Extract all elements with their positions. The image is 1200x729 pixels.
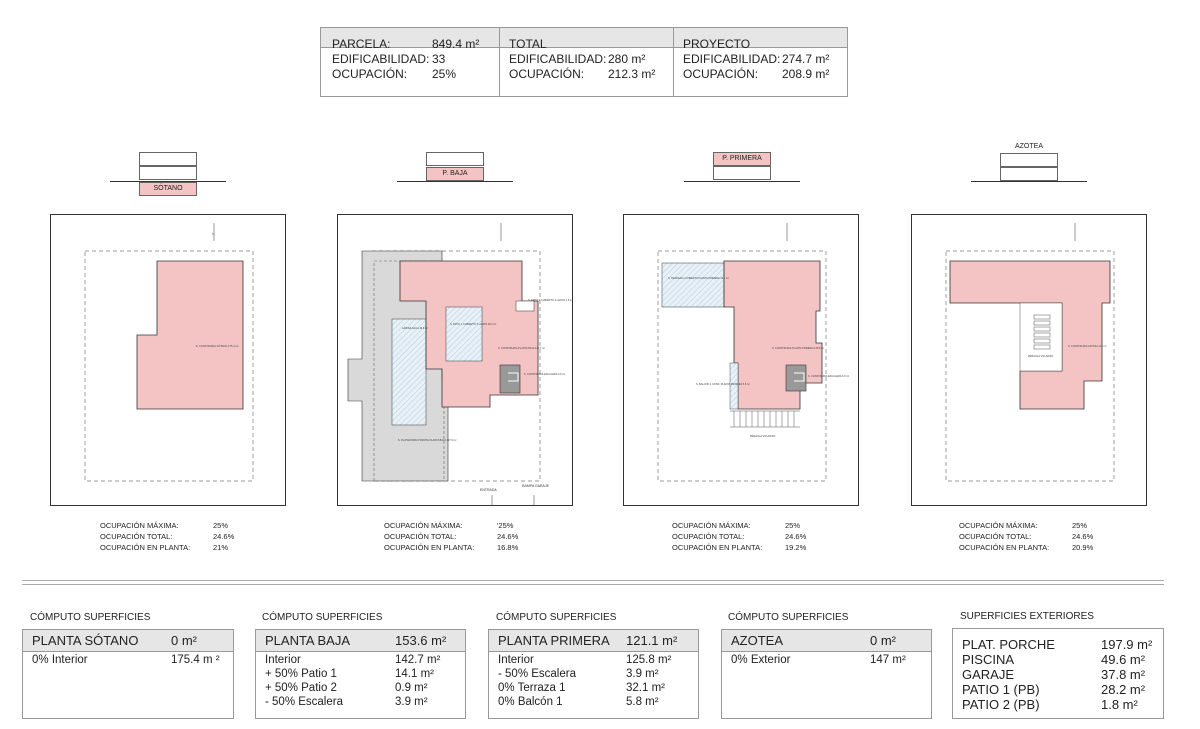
stat-planta-label: OCUPACIÓN EN PLANTA: bbox=[384, 543, 475, 552]
stat-planta-value: 20.9% bbox=[1072, 543, 1094, 552]
computo-row-value: 142.7 m² bbox=[395, 654, 441, 666]
section-divider bbox=[22, 580, 1164, 585]
ground-line bbox=[684, 181, 800, 182]
summary-table bbox=[320, 27, 848, 97]
stat-total-value: 24.6% bbox=[213, 532, 235, 541]
primera-terrace bbox=[662, 263, 724, 307]
computo-row-value: 5.8 m² bbox=[626, 696, 659, 708]
stat-max-value: 25% bbox=[213, 521, 229, 530]
baja-area-label: S. CONSTRUIDA PLANTA BAJA 142.7 m² bbox=[498, 347, 545, 350]
ocupacion-value: 25% bbox=[432, 67, 457, 81]
level-marker-baja bbox=[397, 152, 513, 200]
stat-max-value: 25% bbox=[1072, 521, 1088, 530]
exterior-row-label: GARAJE bbox=[962, 667, 1015, 682]
marker-box-upper bbox=[1000, 153, 1058, 167]
total-title: TOTAL bbox=[509, 37, 547, 51]
svg-text:N: N bbox=[212, 232, 215, 236]
baja-stair-label: S. CONSTRUIDA ESCALERA 3.9 m² bbox=[524, 373, 566, 376]
rampa-label: RAMPA GARAJE bbox=[522, 484, 549, 488]
computo-row-value: 14.1 m² bbox=[395, 668, 434, 680]
primera-balcony bbox=[730, 363, 738, 409]
exterior-row-value: 37.8 m² bbox=[1101, 667, 1146, 682]
plan-primera bbox=[623, 214, 859, 506]
proyecto-edif-label: EDIFICABILIDAD: bbox=[683, 52, 781, 66]
computo-row-label: Interior bbox=[498, 654, 534, 666]
primera-terrace-label: S. TERRAZA 1 CUBIERTA PLANTA PRIMERA 32.1 m² bbox=[668, 277, 729, 280]
baja-porch-label: S. PLATAFORMA PORCHE PLANTA BAJA 197.9 m² bbox=[398, 439, 457, 442]
stat-max-value: '25% bbox=[497, 521, 514, 530]
computo-row-label: Interior bbox=[265, 654, 301, 666]
exterior-row-label: PATIO 1 (PB) bbox=[962, 682, 1040, 697]
primera-balcony-label: S. BALCÓN 1 CONS. PLANTA PRIMERA 5.8 m² bbox=[696, 383, 750, 386]
computo-head-label: PLANTA BAJA bbox=[265, 633, 351, 648]
exterior-row-label: PLAT. PORCHE bbox=[962, 637, 1055, 652]
stat-planta-label: OCUPACIÓN EN PLANTA: bbox=[672, 543, 763, 552]
computo-row-label: + 50% Patio 1 bbox=[265, 668, 337, 680]
primera-stair-label: S. CONSTRUIDA ESCALERA 3.9 m² bbox=[808, 375, 850, 378]
proyecto-ocup-value: 208.9 m² bbox=[782, 67, 830, 81]
computo-row-value: 3.9 m² bbox=[626, 668, 659, 680]
stat-total-value: 24.6% bbox=[1072, 532, 1094, 541]
exterior-row-value: 197.9 m² bbox=[1101, 637, 1153, 652]
marker-box-middle bbox=[713, 166, 771, 180]
stat-total-label: OCUPACIÓN TOTAL: bbox=[672, 532, 745, 541]
plan-sotano bbox=[50, 214, 286, 506]
baja-patio2-label: S. PATIO 2 CUBIERTO 3 LADOS 1.8 m² bbox=[528, 299, 573, 302]
total-ocup-label: OCUPACIÓN: bbox=[509, 67, 585, 81]
computo-row-value: 175.4 m ² bbox=[171, 654, 220, 666]
level-label-azotea: AZOTEA bbox=[1014, 143, 1043, 150]
computo-head-label: PLANTA PRIMERA bbox=[498, 633, 610, 648]
exterior-row-value: 1.8 m² bbox=[1101, 697, 1138, 712]
exteriores-table bbox=[952, 628, 1164, 719]
computo-head-label: PLANTA SÓTANO bbox=[32, 633, 139, 648]
proyecto-edif-value: 274.7 m² bbox=[782, 52, 830, 66]
marker-box-lower bbox=[426, 182, 484, 183]
baja-pool bbox=[392, 319, 426, 425]
computo-primera bbox=[488, 629, 699, 719]
level-label-sotano: SÓTANO bbox=[153, 185, 183, 192]
level-label-primera: P. PRIMERA bbox=[722, 155, 762, 162]
computo-row-label: - 50% Escalera bbox=[265, 696, 343, 708]
stat-planta-value: 19.2% bbox=[785, 543, 807, 552]
computo-row-label: 0% Balcón 1 bbox=[498, 696, 563, 708]
exterior-row-value: 49.6 m² bbox=[1101, 652, 1146, 667]
proyecto-ocup-label: OCUPACIÓN: bbox=[683, 67, 759, 81]
ground-line bbox=[971, 181, 1087, 182]
stat-total-label: OCUPACIÓN TOTAL: bbox=[100, 532, 173, 541]
computo-head-value: 0 m² bbox=[870, 633, 896, 648]
marker-box-middle bbox=[1000, 167, 1058, 181]
plan-primera-drawing bbox=[624, 215, 860, 507]
computo-row-value: 147 m² bbox=[870, 654, 906, 666]
stats-baja bbox=[384, 520, 524, 556]
computo-title-primera: CÓMPUTO SUPERFICIES bbox=[496, 612, 617, 623]
stat-max-label: OCUPACIÓN MÁXIMA: bbox=[672, 521, 751, 530]
sotano-area-label: S. CONSTRUIDA SÓTANO 175.4 m² bbox=[195, 345, 239, 348]
azotea-pergola-label: PÉRGOLA VOLADIZO bbox=[1028, 355, 1054, 358]
total-edif-value: 280 m² bbox=[608, 52, 646, 66]
sotano-built-area bbox=[137, 261, 243, 409]
computo-row-label: - 50% Escalera bbox=[498, 668, 576, 680]
computo-head-value: 121.1 m² bbox=[626, 633, 678, 648]
computo-row-value: 125.8 m² bbox=[626, 654, 672, 666]
plan-azotea bbox=[911, 214, 1147, 506]
stat-max-value: 25% bbox=[785, 521, 801, 530]
computo-head-label: AZOTEA bbox=[731, 633, 784, 648]
marker-box-upper bbox=[426, 152, 484, 166]
computo-head-value: 153.6 m² bbox=[395, 633, 447, 648]
primera-pergola-label: PÉRGOLA VOLADIZO bbox=[750, 435, 776, 438]
summary-col-parcela bbox=[321, 28, 499, 96]
level-marker-primera bbox=[684, 152, 800, 200]
primera-pergola bbox=[730, 411, 800, 427]
computo-sotano bbox=[22, 629, 234, 719]
stat-max-label: OCUPACIÓN MÁXIMA: bbox=[959, 521, 1038, 530]
summary-col-total bbox=[499, 28, 673, 96]
stat-planta-value: 21% bbox=[213, 543, 229, 552]
computo-title-sotano: CÓMPUTO SUPERFICIES bbox=[30, 612, 151, 623]
stat-max-label: OCUPACIÓN MÁXIMA: bbox=[384, 521, 463, 530]
computo-row-label: 0% Exterior bbox=[731, 654, 791, 666]
computo-title-baja: CÓMPUTO SUPERFICIES bbox=[262, 612, 383, 623]
stat-planta-label: OCUPACIÓN EN PLANTA: bbox=[100, 543, 191, 552]
level-label-baja: P. BAJA bbox=[442, 170, 468, 177]
edificabilidad-label: EDIFICABILIDAD: bbox=[332, 52, 430, 66]
exteriores-title: SUPERFICIES EXTERIORES bbox=[960, 611, 1094, 622]
computo-row-label: 0% Terraza 1 bbox=[498, 682, 566, 694]
computo-baja bbox=[255, 629, 466, 719]
entrada-label: ENTRADA bbox=[480, 488, 497, 492]
plan-azotea-drawing bbox=[912, 215, 1148, 507]
marker-box-upper bbox=[139, 152, 197, 166]
computo-title-azotea: CÓMPUTO SUPERFICIES bbox=[728, 612, 849, 623]
baja-pool-label: LÁMINA AGUA 49.6 m² bbox=[402, 327, 428, 330]
exterior-row-label: PATIO 2 (PB) bbox=[962, 697, 1040, 712]
total-ocup-value: 212.3 m² bbox=[608, 67, 656, 81]
marker-box-middle bbox=[139, 166, 197, 180]
total-edif-label: EDIFICABILIDAD: bbox=[509, 52, 607, 66]
primera-stair bbox=[786, 365, 806, 391]
stats-azotea bbox=[959, 520, 1099, 556]
stat-total-label: OCUPACIÓN TOTAL: bbox=[384, 532, 457, 541]
computo-row-value: 3.9 m² bbox=[395, 696, 428, 708]
exterior-row-label: PISCINA bbox=[962, 652, 1015, 667]
proyecto-title: PROYECTO bbox=[683, 37, 751, 51]
baja-patio-1 bbox=[446, 307, 482, 361]
primera-built-area bbox=[724, 261, 825, 409]
edificabilidad-value: 33 bbox=[432, 52, 446, 66]
plan-baja-drawing bbox=[338, 215, 574, 507]
stat-total-value: 24.6% bbox=[497, 532, 519, 541]
plan-sotano-drawing bbox=[51, 215, 287, 507]
azotea-area-label: S. CONSTRUIDA AZOTEA 147 m² bbox=[1068, 345, 1107, 348]
plan-baja bbox=[337, 214, 573, 506]
level-marker-sotano bbox=[110, 152, 226, 200]
computo-head-value: 0 m² bbox=[171, 633, 197, 648]
stat-max-label: OCUPACIÓN MÁXIMA: bbox=[100, 521, 179, 530]
primera-area-label: S. CONSTRUIDA PLANTA PRIMERA 125.8 m² bbox=[772, 347, 825, 350]
ocupacion-label: OCUPACIÓN: bbox=[332, 67, 408, 81]
exterior-row-value: 28.2 m² bbox=[1101, 682, 1146, 697]
summary-col-proyecto bbox=[673, 28, 847, 96]
parcela-label: PARCELA: bbox=[332, 37, 391, 51]
stats-primera bbox=[672, 520, 812, 556]
computo-row-value: 0.9 m² bbox=[395, 682, 428, 694]
stat-planta-label: OCUPACIÓN EN PLANTA: bbox=[959, 543, 1050, 552]
stat-total-value: 24.6% bbox=[785, 532, 807, 541]
computo-row-label: 0% Interior bbox=[32, 654, 88, 666]
computo-row-label: + 50% Patio 2 bbox=[265, 682, 337, 694]
parcela-value: 849.4 m² bbox=[432, 37, 480, 51]
computo-azotea bbox=[721, 629, 932, 719]
stat-total-label: OCUPACIÓN TOTAL: bbox=[959, 532, 1032, 541]
stat-planta-value: 16.8% bbox=[497, 543, 519, 552]
level-marker-azotea bbox=[971, 140, 1087, 200]
baja-patio-label: S. PATIO 1 CUBIERTO 3 LADOS 28.2 m² bbox=[450, 323, 497, 326]
stats-sotano bbox=[100, 520, 240, 556]
baja-patio-2 bbox=[516, 301, 534, 311]
computo-row-value: 32.1 m² bbox=[626, 682, 665, 694]
baja-stair bbox=[500, 365, 520, 393]
